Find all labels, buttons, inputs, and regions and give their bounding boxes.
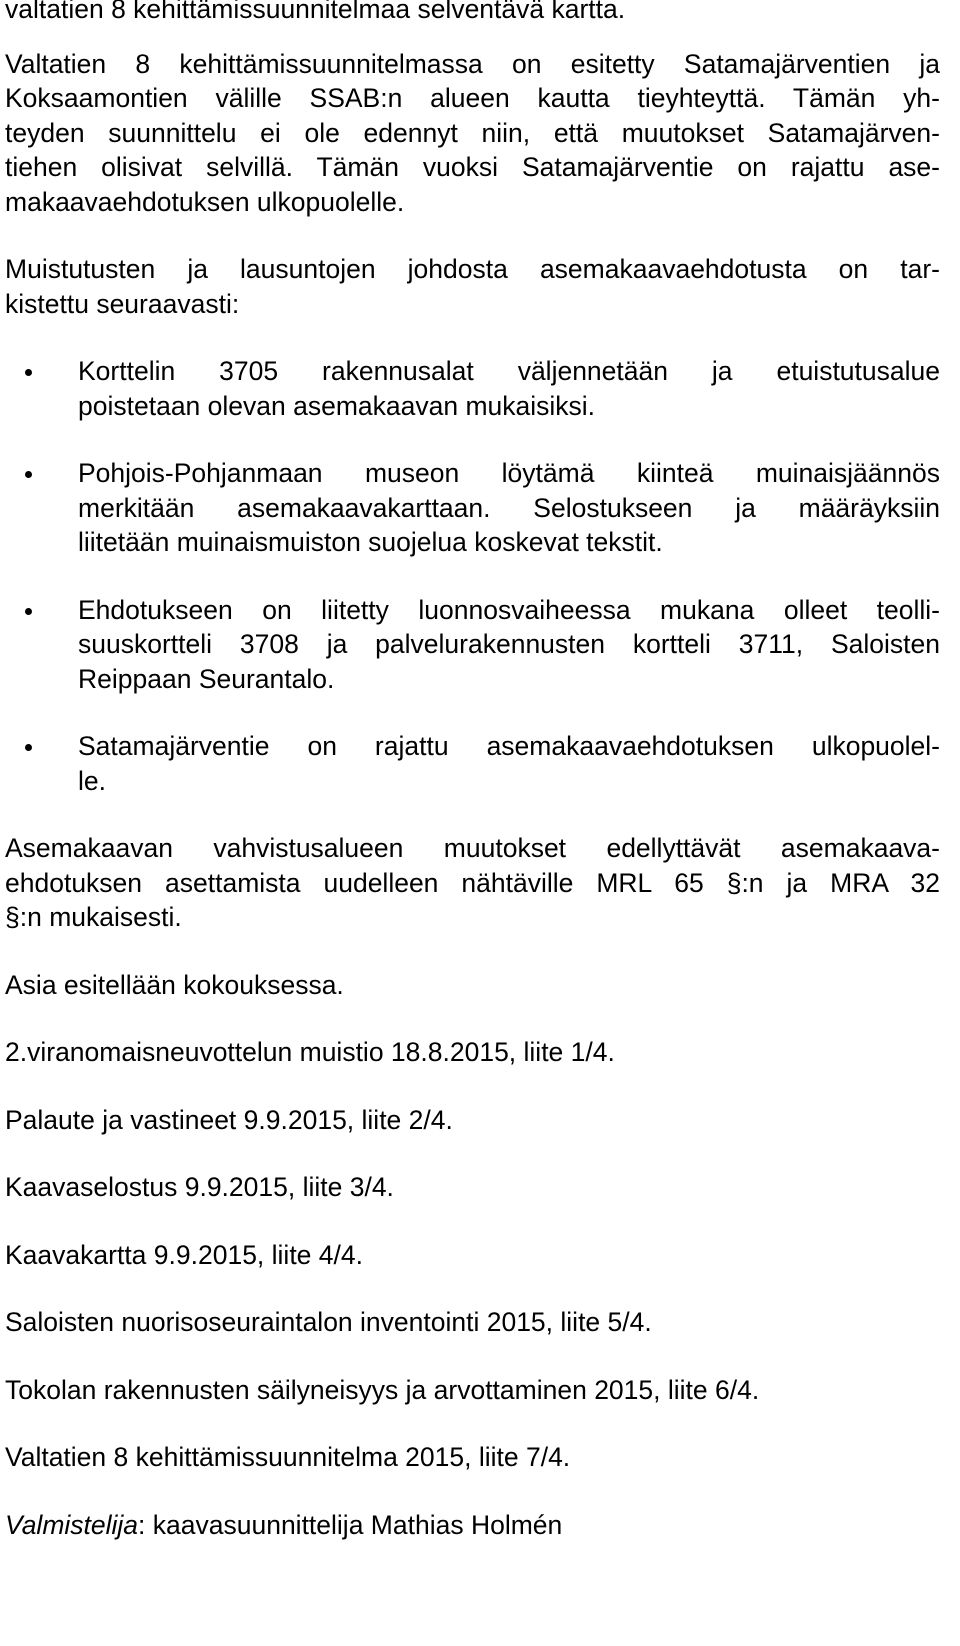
preparer-separator: : <box>138 1509 153 1540</box>
text-line: Satamajärventie on rajattu asemakaavaehdotuksen ulkopuolel- <box>78 731 940 761</box>
text-line: merkitään asemakaavakarttaan. Selostukseen ja määräyksiin <box>78 492 940 523</box>
text-line: Ehdotukseen on liitetty luonnosvaiheessa mukana olleet teolli- <box>78 594 940 625</box>
text-line: teyden suunnittelu ei ole edennyt niin, että muutokset Satamajärven- <box>5 117 940 148</box>
text-line: Pohjois-Pohjanmaan museon löytämä kiinteä muinaisjäännös <box>78 458 940 488</box>
text-line: valtatien 8 kehittämissuunnitelmaa selventävä kartta. <box>5 0 626 24</box>
text-line: Asia esitellään kokouksessa. <box>5 969 344 1000</box>
list-item <box>5 456 940 560</box>
text-line: poistetaan olevan asemakaavan mukaisiksi. <box>78 390 596 421</box>
attachment-item: Valtatien 8 kehittämissuunnitelma 2015, liite 7/4. <box>5 1442 571 1472</box>
attachment-item: Kaavaselostus 9.9.2015, liite 3/4. <box>5 1172 394 1202</box>
bullet-list <box>5 354 940 798</box>
text-line: suuskortteli 3708 ja palvelurakennusten kortteli 3711, Saloisten <box>78 629 940 659</box>
bullet-icon <box>25 744 32 751</box>
preparer-line <box>5 1508 940 1543</box>
text-line: liitetään muinaismuiston suojelua koskevat tekstit. <box>78 527 663 557</box>
paragraph-asia <box>5 968 940 1003</box>
text-line: kistettu seuraavasti: <box>5 288 240 319</box>
text-line: Muistutusten ja lausuntojen johdosta asemakaavaehdotusta on tar- <box>5 254 940 284</box>
attachment-item: Palaute ja vastineet 9.9.2015, liite 2/4. <box>5 1104 453 1135</box>
bullet-icon <box>25 471 32 478</box>
list-item <box>5 593 940 697</box>
paragraph-valtatie <box>5 47 940 220</box>
paragraph-muistutukset <box>5 252 940 321</box>
attachment-list <box>5 1035 940 1475</box>
text-line: ehdotuksen asettamista uudelleen nähtäville MRL 65 §:n ja MRA 32 <box>5 867 940 898</box>
attachment-item: Saloisten nuorisoseuraintalon inventointi 2015, liite 5/4. <box>5 1307 652 1337</box>
text-line: le. <box>78 765 106 796</box>
text-line: Korttelin 3705 rakennusalat väljennetään ja etuistutusalue <box>78 356 940 386</box>
text-line: Asemakaavan vahvistusalueen muutokset edellyttävät asemakaava- <box>5 833 940 863</box>
bullet-icon <box>25 608 32 615</box>
list-item <box>5 729 940 798</box>
attachment-item: Kaavakartta 9.9.2015, liite 4/4. <box>5 1239 363 1270</box>
paragraph-vahvistusalue <box>5 831 940 935</box>
attachment-item: Tokolan rakennusten säilyneisyys ja arvottaminen 2015, liite 6/4. <box>5 1374 760 1405</box>
text-line: makaavaehdotuksen ulkopuolelle. <box>5 186 405 217</box>
bullet-icon <box>25 369 32 376</box>
attachment-item: 2.viranomaisneuvottelun muistio 18.8.2015, liite 1/4. <box>5 1037 615 1067</box>
preparer-label: Valmistelija <box>5 1509 139 1540</box>
preparer-name: kaavasuunnittelija Mathias Holmén <box>152 1509 563 1540</box>
text-line: tiehen olisivat selvillä. Tämän vuoksi Satamajärventie on rajattu ase- <box>5 152 940 182</box>
list-item <box>5 354 940 423</box>
text-line: Valtatien 8 kehittämissuunnitelmassa on esitetty Satamajärventien ja <box>5 48 940 79</box>
text-line: §:n mukaisesti. <box>5 902 182 932</box>
paragraph-intro <box>5 0 940 27</box>
document-page <box>5 0 940 1542</box>
text-line: Koksaamontien välille SSAB:n alueen kautta tieyhteyttä. Tämän yh- <box>5 83 940 113</box>
text-line: Reippaan Seurantalo. <box>78 663 335 694</box>
